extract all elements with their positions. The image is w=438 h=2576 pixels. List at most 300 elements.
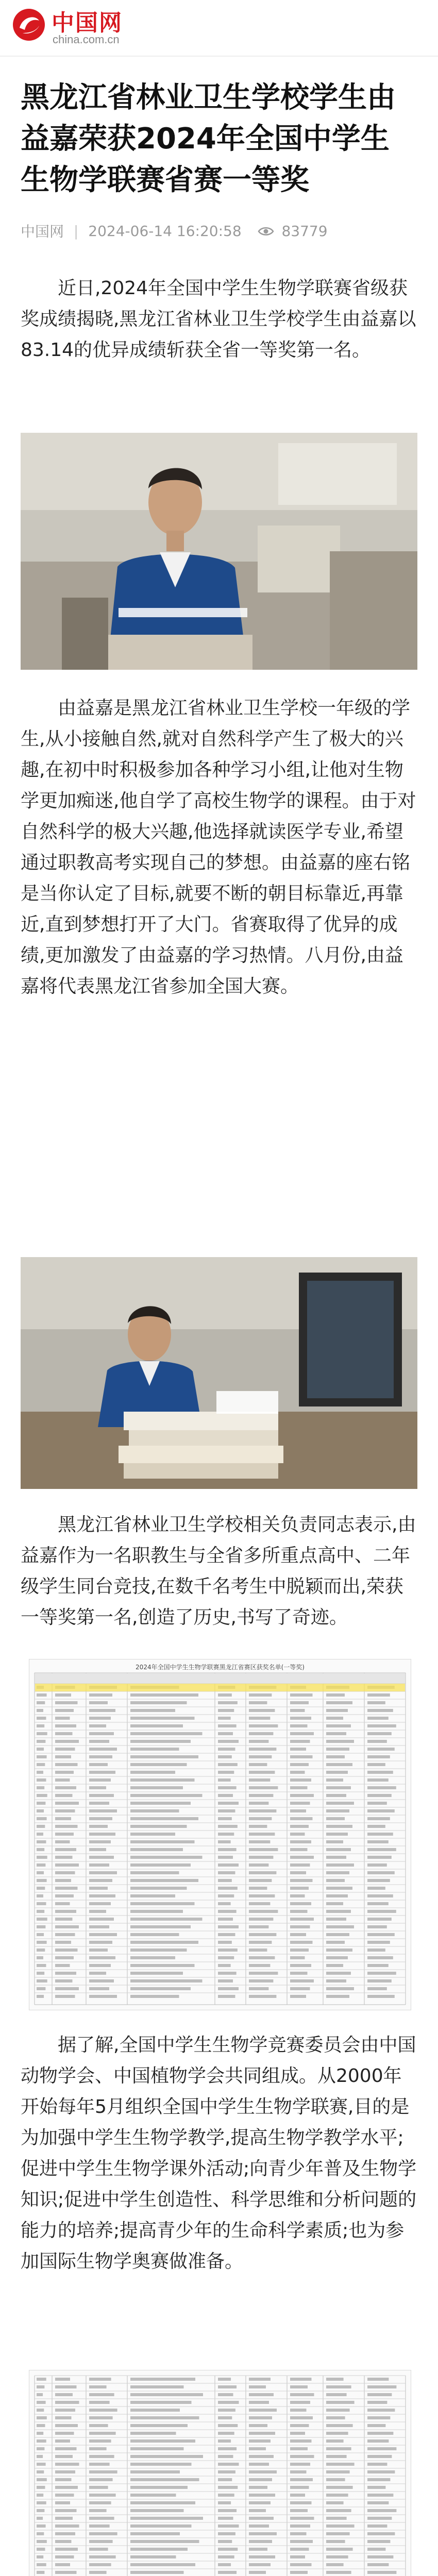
- table-cell-text: [89, 1918, 114, 1921]
- table-cell-text: [89, 1887, 108, 1890]
- table-cell-text: [89, 2409, 117, 2412]
- table-cell-text: [37, 1825, 45, 1828]
- table-cell-text: [89, 2524, 110, 2528]
- table-cell-text: [218, 1748, 235, 1751]
- table-cell-text: [89, 1786, 106, 1789]
- table-cell-text: [326, 1771, 348, 1774]
- table-cell-text: [89, 1833, 115, 1836]
- table-cell-text: [37, 1794, 47, 1797]
- table-cell-text: [89, 1740, 109, 1743]
- table-cell-text: [89, 2555, 116, 2558]
- table-cell-text: [55, 1956, 74, 1959]
- table-cell-text: [218, 1925, 239, 1928]
- table-cell-text: [326, 1863, 354, 1867]
- table-cell-text: [367, 1918, 392, 1921]
- table-cell-text: [89, 2501, 111, 2504]
- table-cell-text: [326, 2548, 353, 2551]
- table-cell-text: [367, 1693, 390, 1697]
- table-cell-text: [130, 2455, 203, 2458]
- table-cell-text: [290, 2478, 313, 2481]
- table-cell-text: [55, 2540, 72, 2543]
- table-cell-text: [249, 2555, 275, 2558]
- table-cell-text: [290, 1740, 310, 1743]
- table-cell-text: [290, 2455, 314, 2458]
- table-cell-text: [249, 1778, 270, 1782]
- table-cell-text: [218, 2401, 239, 2404]
- table-cell-text: [89, 2470, 117, 2473]
- table-cell-text: [37, 1732, 47, 1735]
- table-cell-text: [89, 1972, 106, 1975]
- table-cell-text: [367, 1778, 389, 1782]
- table-cell-text: [37, 2447, 44, 2450]
- table-cell-text: [290, 1840, 311, 1843]
- table-cell-text: [326, 2455, 347, 2458]
- table-cell-text: [55, 1987, 79, 1990]
- table-cell-text: [326, 1941, 345, 1944]
- table-cell-text: [130, 1948, 187, 1952]
- table-cell-text: [290, 1941, 313, 1944]
- table-cell-text: [130, 2416, 199, 2419]
- table-cell-text: [367, 1833, 393, 1836]
- table-cell-text: [290, 1987, 310, 1990]
- table-cell-text: [218, 2409, 235, 2412]
- table-cell-text: [249, 2509, 266, 2512]
- table-cell-text: [37, 1879, 47, 1882]
- table-cell-text: [55, 2439, 70, 2443]
- table-cell-text: [367, 1856, 392, 1859]
- table-cell-text: [249, 1948, 267, 1952]
- table-cell-text: [326, 2501, 344, 2504]
- award-list-caption: 2024年全国中学生生物学联赛黑龙江省赛区获奖名单(一等奖): [136, 1664, 305, 1671]
- table-cell-text: [37, 1887, 45, 1890]
- table-cell-text: [55, 1755, 71, 1758]
- table-cell-text: [218, 2432, 234, 2435]
- meta-divider: |: [73, 222, 79, 240]
- table-cell-text: [55, 2393, 73, 2396]
- table-cell-text: [130, 1740, 191, 1743]
- table-cell-text: [55, 1732, 73, 1735]
- table-cell-text: [218, 1740, 239, 1743]
- table-cell-text: [249, 2486, 267, 2489]
- table-cell-text: [290, 1856, 314, 1859]
- table-cell-text: [130, 2432, 176, 2435]
- table-cell-text: [326, 1778, 343, 1782]
- table-cell-text: [37, 2416, 47, 2419]
- table-cell-text: [89, 1732, 114, 1735]
- table-cell-text: [55, 1763, 78, 1766]
- table-cell-text: [218, 2385, 237, 2388]
- table-cell-text: [130, 1972, 183, 1975]
- table-cell-text: [218, 1724, 237, 1727]
- table-cell-text: [130, 1856, 203, 1859]
- table-cell-text: [218, 2517, 233, 2520]
- table-cell-text: [367, 1933, 395, 1936]
- table-cell-text: [326, 1933, 349, 1936]
- table-cell-text: [367, 1755, 390, 1758]
- table-cell-text: [326, 1802, 354, 1805]
- table-cell-text: [37, 1902, 46, 1905]
- table-cell-text: [37, 2385, 44, 2388]
- table-cell-text: [218, 1755, 232, 1758]
- table-cell-text: [89, 1848, 106, 1851]
- table-cell-text: [89, 2378, 111, 2381]
- table-cell-text: [130, 1701, 187, 1704]
- table-cell-text: [326, 1964, 343, 1967]
- table-cell-text: [55, 2509, 77, 2512]
- table-cell-text: [249, 1763, 267, 1766]
- table-cell-text: [367, 1740, 387, 1743]
- table-cell-text: [326, 2532, 350, 2535]
- table-cell-text: [218, 2424, 238, 2427]
- table-cell-text: [249, 1995, 276, 1998]
- table-cell-text: [37, 1995, 44, 1998]
- table-cell-text: [55, 1879, 71, 1882]
- table-cell-text: [130, 2463, 192, 2466]
- table-cell-text: [55, 2401, 79, 2404]
- table-cell-text: [55, 2447, 77, 2450]
- table-cell-text: [130, 1987, 191, 1990]
- table-cell-text: [290, 2447, 308, 2450]
- table-cell-text: [37, 2378, 46, 2381]
- table-cell-text: [130, 2478, 199, 2481]
- table-cell-text: [89, 1717, 111, 1720]
- table-cell-text: [89, 2385, 107, 2388]
- table-cell-text: [37, 1717, 46, 1720]
- table-cell-text: [55, 1840, 70, 1843]
- table-cell-text: [249, 1956, 275, 1959]
- table-cell-text: [249, 1740, 268, 1743]
- table-cell-text: [367, 1887, 385, 1890]
- table-cell-text: [249, 1771, 275, 1774]
- table-cell-text: [130, 2555, 176, 2558]
- table-cell-text: [367, 2439, 389, 2443]
- table-cell-text: [55, 2424, 78, 2427]
- table-cell-text: [89, 2401, 110, 2404]
- table-cell-text: [367, 2455, 392, 2458]
- table-cell-text: [367, 2409, 395, 2412]
- table-cell-text: [37, 1817, 47, 1820]
- table-cell-text: [55, 1740, 79, 1743]
- table-cell-text: [37, 2432, 43, 2435]
- table-cell-text: [37, 2548, 45, 2551]
- table-cell-text: [218, 2571, 237, 2574]
- table-cell-text: [249, 1732, 273, 1735]
- table-cell-text: [367, 1979, 392, 1982]
- table-cell-text: [55, 2385, 77, 2388]
- table-cell-text: [326, 2524, 355, 2528]
- table-cell-text: [89, 2447, 107, 2450]
- table-cell-text: [326, 1786, 351, 1789]
- table-cell-text: [249, 2409, 277, 2412]
- student-photo-classroom: [21, 433, 417, 670]
- table-cell-text: [89, 1879, 112, 1882]
- table-cell-text: [290, 2424, 309, 2427]
- table-cell-text: [218, 2540, 232, 2543]
- table-cell-text: [290, 1817, 313, 1820]
- table-cell-text: [367, 1748, 395, 1751]
- table-cell-text: [55, 1771, 74, 1774]
- table-cell-text: [55, 1918, 73, 1921]
- table-cell-text: [218, 2548, 238, 2551]
- table-cell-text: [218, 2524, 239, 2528]
- table-cell-text: [326, 1809, 349, 1812]
- table-cell-text: [130, 1732, 203, 1735]
- table-cell-text: [89, 1778, 111, 1782]
- table-cell-text: [367, 1717, 389, 1720]
- table-cell-text: [37, 2555, 43, 2558]
- table-cell-text: [218, 1825, 238, 1828]
- table-cell-text: [367, 1871, 395, 1874]
- table-cell-text: [89, 1933, 117, 1936]
- table-cell-text: [290, 1902, 311, 1905]
- table-cell-text: [326, 2486, 353, 2489]
- table-cell-text: [326, 2470, 350, 2473]
- table-cell-text: [367, 1817, 390, 1820]
- table-cell-text: [367, 2532, 395, 2535]
- china-net-logo-icon[interactable]: [11, 7, 46, 42]
- table-cell-text: [290, 1948, 309, 1952]
- table-cell-text: [37, 1833, 43, 1836]
- table-cell-text: [326, 2439, 344, 2443]
- table-cell-text: [55, 2555, 74, 2558]
- table-cell-text: [218, 1964, 231, 1967]
- site-logo-text[interactable]: 中国网: [52, 10, 123, 36]
- table-cell-text: [55, 2470, 75, 2473]
- table-cell-text: [326, 2494, 348, 2497]
- table-cell-text: [130, 1871, 179, 1874]
- table-cell-text: [367, 1995, 395, 1998]
- table-cell-text: [249, 1701, 267, 1704]
- table-cell-text: [89, 1871, 117, 1874]
- table-cell-text: [367, 2548, 385, 2551]
- table-cell-text: [326, 2463, 355, 2466]
- table-cell-text: [367, 1863, 387, 1867]
- table-cell-text: [218, 2494, 234, 2497]
- table-cell-text: [37, 1740, 45, 1743]
- table-cell-text: [130, 2470, 180, 2473]
- table-cell-text: [37, 1809, 44, 1812]
- table-cell-text: [249, 1709, 275, 1712]
- table-cell-text: [218, 1833, 234, 1836]
- table-cell-text: [249, 2401, 269, 2404]
- table-cell-text: [218, 1871, 235, 1874]
- table-cell-text: [89, 1863, 109, 1867]
- table-cell-text: [130, 1840, 195, 1843]
- table-cell-text: [290, 1979, 314, 1982]
- table-cell-text: [249, 1910, 278, 1913]
- table-cell-text: [55, 1871, 75, 1874]
- table-cell-text: [326, 2378, 344, 2381]
- table-cell-text: [89, 1802, 109, 1805]
- table-cell-text: [367, 2540, 390, 2543]
- table-cell-text: [130, 1925, 191, 1928]
- table-cell-text: [55, 2501, 70, 2504]
- site-logo-domain: china.com.cn: [53, 33, 120, 46]
- article-date: 2024-06-14 16:20:58: [88, 222, 242, 240]
- table-cell-text: [326, 1894, 348, 1897]
- table-cell-text: [218, 2563, 231, 2566]
- table-cell-text: [367, 1709, 393, 1712]
- table-cell-text: [55, 2563, 70, 2566]
- table-cell-text: [37, 1848, 44, 1851]
- table-cell-text: [55, 1848, 76, 1851]
- article-title: 黑龙江省林业卫生学校学生由益嘉荣获2024年全国中学生生物学联赛省赛一等奖: [21, 81, 396, 197]
- table-cell-text: [130, 1724, 183, 1727]
- table-cell-text: [290, 2563, 312, 2566]
- table-cell-text: [89, 2563, 111, 2566]
- table-cell-text: [326, 1740, 354, 1743]
- table-cell-text: [249, 1693, 272, 1697]
- table-cell-text: [218, 1802, 239, 1805]
- table-cell-text: [89, 2432, 116, 2435]
- table-cell-text: [37, 2401, 46, 2404]
- table-cell-text: [290, 2532, 307, 2535]
- table-cell-text: [326, 1902, 343, 1905]
- table-cell-text: [326, 1817, 345, 1820]
- table-cell-text: [218, 1894, 234, 1897]
- table-cell-text: [290, 2416, 313, 2419]
- table-cell-text: [89, 1979, 114, 1982]
- table-cell-text: [37, 2486, 45, 2489]
- table-cell-text: [249, 2385, 266, 2388]
- table-cell-text: [89, 1693, 112, 1697]
- table-cell-text: [218, 2439, 231, 2443]
- table-cell-text: [367, 1902, 389, 1905]
- table-cell-text: [130, 1933, 179, 1936]
- table-cell-text: [249, 1925, 268, 1928]
- table-cell-text: [55, 1693, 71, 1697]
- table-cell-text: [326, 1840, 343, 1843]
- article-paragraph: 黑龙江省林业卫生学校相关负责同志表示,由益嘉作为一名职教生与全省多所重点高中、二年级学生同台竞技,在数千名考生中脱颖而出,荣获一等奖第一名,创造了历史,书写了奇迹。: [21, 1514, 416, 1628]
- table-cell-text: [218, 1972, 237, 1975]
- table-cell-text: [89, 1763, 108, 1766]
- table-cell-text: [89, 1701, 108, 1704]
- table-cell-text: [89, 1925, 109, 1928]
- table-cell-text: [290, 2517, 314, 2520]
- table-cell-text: [55, 1786, 76, 1789]
- table-cell-text: [218, 2478, 232, 2481]
- table-cell-text: [37, 1956, 43, 1959]
- table-cell-text: [249, 2439, 271, 2443]
- table-cell-text: [37, 2540, 47, 2543]
- table-cell-text: [89, 2548, 108, 2551]
- table-cell-text: [55, 1778, 70, 1782]
- table-cell-text: [89, 1809, 117, 1812]
- table-cell-text: [218, 1786, 237, 1789]
- table-cell-text: [326, 2563, 344, 2566]
- table-cell-text: [130, 1755, 198, 1758]
- table-cell-text: [249, 1817, 272, 1820]
- table-cell-text: [130, 1709, 175, 1712]
- table-cell-text: [218, 2555, 234, 2558]
- table-cell-text: [218, 1717, 231, 1720]
- table-cell-text: [130, 2501, 195, 2504]
- table-cell-text: [130, 1894, 175, 1897]
- table-cell-text: [326, 2401, 355, 2404]
- table-cell-text: [130, 1778, 195, 1782]
- table-cell-text: [249, 2501, 271, 2504]
- table-cell-text: [89, 2439, 111, 2443]
- table-cell-text: [326, 2447, 351, 2450]
- table-cell-text: [55, 1910, 76, 1913]
- table-cell-text: [326, 1887, 352, 1890]
- table-cell-text: [55, 1709, 74, 1712]
- table-cell-text: [55, 1802, 79, 1805]
- table-cell-text: [249, 2416, 272, 2419]
- table-cell-text: [290, 1732, 314, 1735]
- table-cell-text: [55, 1809, 75, 1812]
- table-cell-text: [218, 1771, 234, 1774]
- table-cell-text: [37, 2455, 43, 2458]
- table-cell-text: [249, 1724, 278, 1727]
- table-cell-text: [326, 1701, 352, 1704]
- table-cell-text: [37, 1786, 44, 1789]
- table-cell-text: [55, 2524, 79, 2528]
- table-cell-text: [130, 2447, 184, 2450]
- table-cell-text: [37, 1941, 47, 1944]
- table-cell-text: [89, 1948, 108, 1952]
- table-cell-text: [130, 2571, 184, 2574]
- table-cell-text: [89, 1817, 112, 1820]
- table-cell-text: [130, 1879, 198, 1882]
- table-cell-text: [367, 1879, 390, 1882]
- table-cell-text: [55, 1995, 75, 1998]
- table-cell-text: [326, 2509, 351, 2512]
- table-cell-text: [130, 1995, 179, 1998]
- table-cell-text: [290, 2501, 312, 2504]
- article-paragraph: 据了解,全国中学生生物学竞赛委员会由中国动物学会、中国植物学会共同组成。从2000年开始每年5月组织全国中学生生物学联赛,目的是为加强中学生生物学教学,提高生物学教学水平;促进中学生生物学课外活动;向青少年普及生物学知识;促进中学生创造性、科学思维和分析问题的能力的培养;提高青少年的生命科学素质;也为参加国际生物学奥赛做准备。: [21, 2035, 417, 2272]
- table-cell-text: [367, 1987, 387, 1990]
- table-cell-text: [218, 2455, 233, 2458]
- table-cell-text: [290, 2393, 314, 2396]
- table-cell-text: [130, 1717, 195, 1720]
- table-cell-text: [290, 1755, 313, 1758]
- table-cell-text: [130, 1825, 187, 1828]
- table-cell-text: [290, 1933, 306, 1936]
- table-cell-text: [130, 2517, 203, 2520]
- table-cell-text: [89, 2509, 107, 2512]
- table-cell-text: [367, 1763, 385, 1766]
- table-cell-text: [249, 2393, 274, 2396]
- table-cell-text: [367, 2555, 393, 2558]
- table-cell-text: [55, 1979, 73, 1982]
- table-cell-text: [218, 2486, 238, 2489]
- table-cell-text: [290, 1771, 305, 1774]
- table-cell-text: [130, 1902, 195, 1905]
- table-cell-text: [130, 2401, 192, 2404]
- table-cell-text: [130, 1956, 175, 1959]
- table-cell-text: [37, 1778, 46, 1782]
- table-cell-text: [290, 1879, 313, 1882]
- table-cell-text: [55, 2548, 78, 2551]
- table-cell-text: [326, 1717, 343, 1720]
- table-cell-text: [290, 2524, 310, 2528]
- table-cell-text: [218, 1763, 238, 1766]
- table-cell-text: [130, 1817, 198, 1820]
- table-cell-text: [130, 2439, 195, 2443]
- table-cell-text: [37, 1701, 45, 1704]
- table-cell-text: [367, 2494, 393, 2497]
- table-cell-text: [367, 2432, 393, 2435]
- table-cell-text: [37, 1856, 47, 1859]
- table-cell-text: [55, 1972, 76, 1975]
- table-cell-text: [37, 2563, 46, 2566]
- table-cell-text: [326, 2432, 348, 2435]
- table-cell-text: [249, 1918, 273, 1921]
- table-cell-text: [290, 2509, 308, 2512]
- article-source[interactable]: 中国网: [21, 223, 64, 240]
- table-cell-text: [326, 1748, 349, 1751]
